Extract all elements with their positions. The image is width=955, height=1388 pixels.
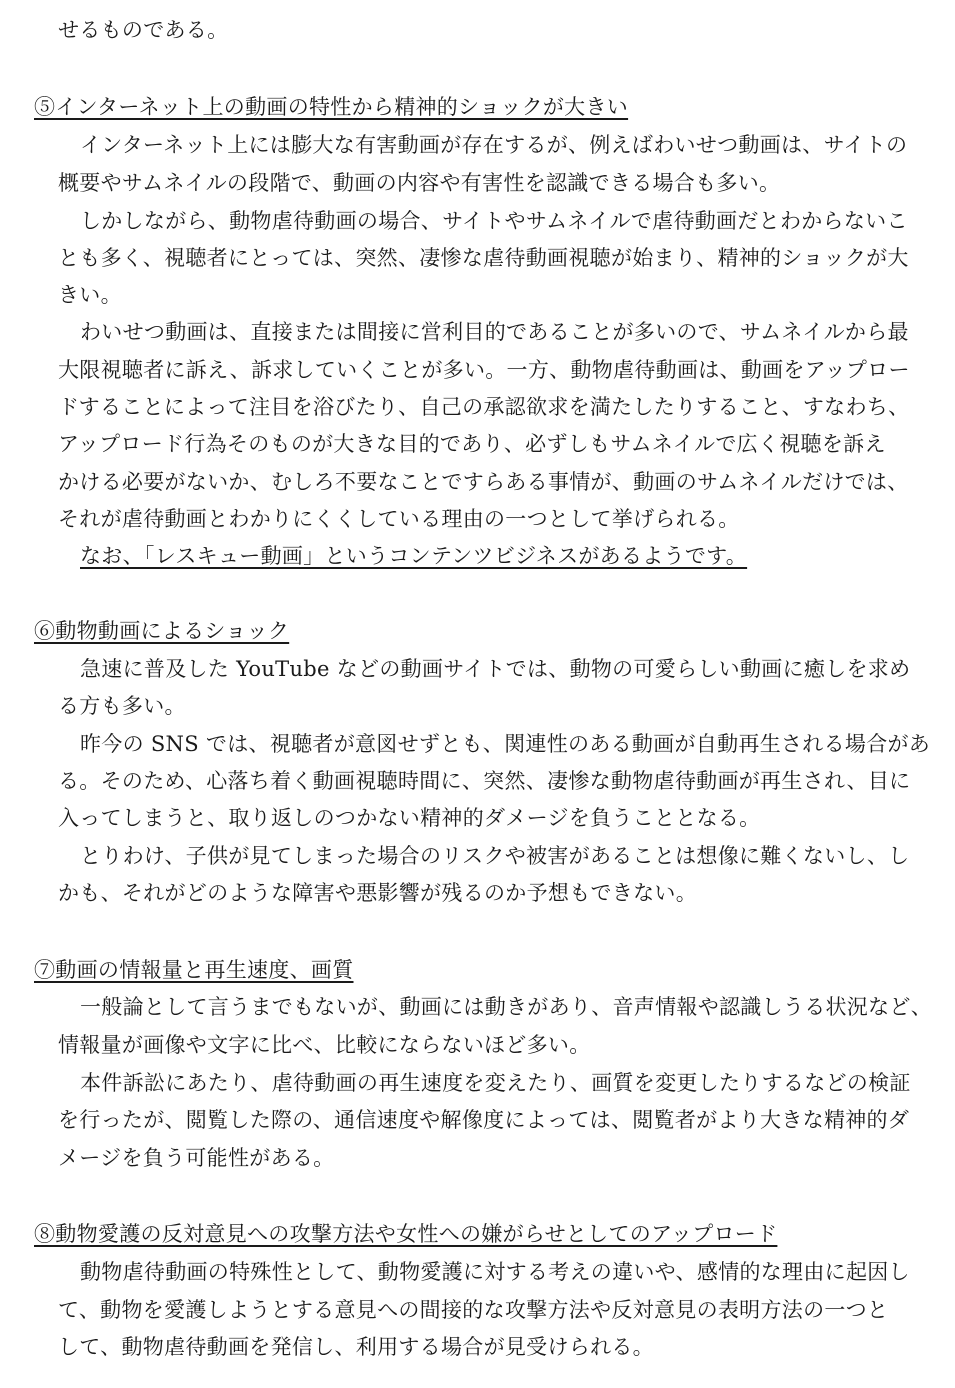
section-5-p2-line3: きい。 (58, 283, 122, 307)
section-5-p3-line4: アップロード行為そのものが大きな目的であり、必ずしもサムネイルで広く視聴を訴え (58, 432, 886, 456)
section-6-p3-line1: とりわけ、子供が見てしまった場合のリスクや被害があることは想像に難くないし、し (80, 844, 910, 868)
section-5-p1-line1: インターネット上には膨大な有害動画が存在するが、例えばわいせつ動画は、サイトの (80, 133, 908, 157)
section-6-p3-line2: かも、それがどのような障害や悪影響が残るのか予想もできない。 (58, 881, 697, 905)
section-6-p1-line1: 急速に普及した YouTube などの動画サイトでは、動物の可愛らしい動画に癒しを求め (80, 657, 911, 681)
section-5-note: なお、「レスキュー動画」というコンテンツビジネスがあるようです。 (80, 544, 748, 568)
section-7-p2-line1: 本件訴訟にあたり、虐待動画の再生速度を変えたり、画質を変更したりするなどの検証 (80, 1071, 911, 1095)
section-8-p1-line2: て、動物を愛護しようとする意見への間接的な攻撃方法や反対意見の表明方法の一つと (58, 1298, 889, 1322)
section-7-p2-line2: を行ったが、閲覧した際の、通信速度や解像度によっては、閲覧者がより大きな精神的ダ (58, 1108, 910, 1132)
section-5-p1-line2: 概要やサムネイルの段階で、動画の内容や有害性を認識できる場合も多い。 (58, 171, 781, 195)
section-5-heading: ⑤インターネット上の動画の特性から精神的ショックが大きい (34, 95, 629, 119)
section-5-p3-line3: ドすることによって注目を浴びたり、自己の承認欲求を満たしたりすること、すなわち、 (58, 395, 910, 419)
section-5-p3-line2: 大限視聴者に訴え、訴求していくことが多い。一方、動物虐待動画は、動画をアップロー (58, 358, 910, 382)
section-6-p2-line1: 昨今の SNS では、視聴者が意図せずとも、関連性のある動画が自動再生される場合があ (80, 732, 931, 756)
section-5-p3-line5: かける必要がないか、むしろ不要なことですらある事情が、動画のサムネイルだけでは、 (58, 470, 909, 494)
continuation-line: せるものである。 (58, 18, 229, 42)
section-7-heading: ⑦動画の情報量と再生速度、画質 (34, 958, 354, 982)
section-7-p2-line3: メージを負う可能性がある。 (58, 1146, 335, 1170)
section-6-p2-line2: る。そのため、心落ち着く動画視聴時間に、突然、凄惨な動物虐待動画が再生され、目に (58, 769, 911, 793)
section-7-p1-line2: 情報量が画像や文字に比べ、比較にならないほど多い。 (58, 1033, 591, 1057)
section-6-p1-line2: る方も多い。 (58, 694, 186, 718)
section-7-p1-line1: 一般論として言うまでもないが、動画には動きがあり、音声情報や認識しうる状況など、 (80, 995, 932, 1019)
section-5-p2-line2: とも多く、視聴者にとっては、突然、凄惨な虐待動画視聴が始まり、精神的ショックが大 (58, 246, 909, 270)
section-8-heading: ⑧動物愛護の反対意見への攻撃方法や女性への嫌がらせとしてのアップロード (34, 1222, 778, 1246)
section-8-p1-line3: して、動物虐待動画を発信し、利用する場合が見受けられる。 (58, 1335, 654, 1359)
section-5-p2-line1: しかしながら、動物虐待動画の場合、サイトやサムネイルで虐待動画だとわからないこ (80, 209, 908, 233)
section-8-p1-line1: 動物虐待動画の特殊性として、動物愛護に対する考えの違いや、感情的な理由に起因し (80, 1260, 910, 1284)
section-6-heading: ⑥動物動画によるショック (34, 619, 290, 643)
section-6-p2-line3: 入ってしまうと、取り返しのつかない精神的ダメージを負うこととなる。 (58, 806, 761, 830)
section-5-p3-line1: わいせつ動画は、直接または間接に営利目的であることが多いので、サムネイルから最 (80, 320, 909, 344)
section-5-p3-line6: それが虐待動画とわかりにくくしている理由の一つとして挙げられる。 (58, 507, 740, 531)
